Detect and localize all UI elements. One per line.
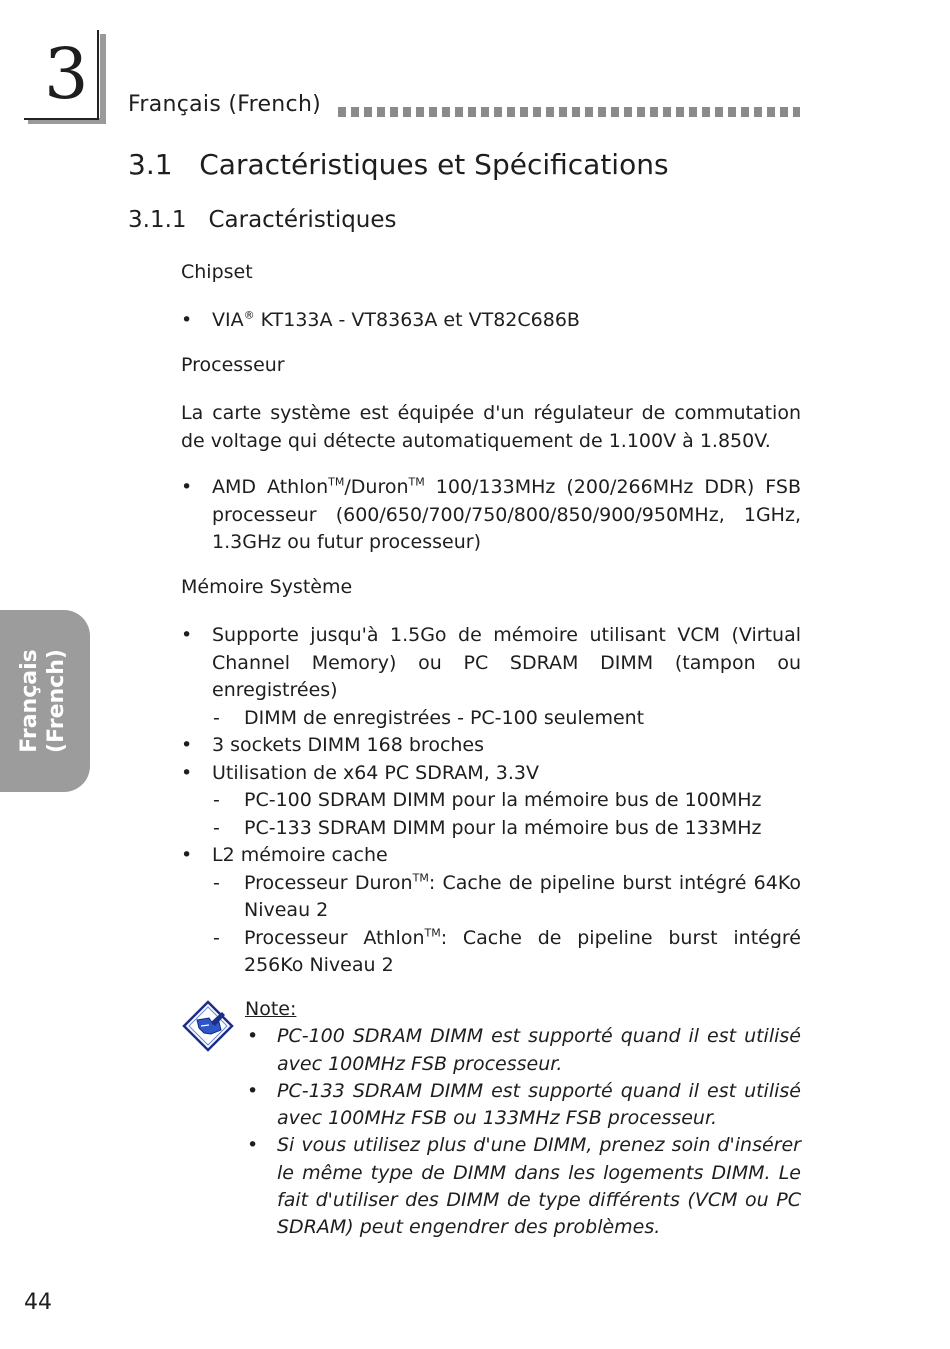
dash: - <box>213 789 220 811</box>
registered-mark: ® <box>243 308 255 322</box>
chipset-label: Chipset <box>181 261 253 283</box>
bullet: • <box>181 309 193 331</box>
processor-paragraph: La carte système est équipée d'un régulateur de commutation de voltage qui détecte automatiquement de 1.100V à 1.850V. <box>181 402 801 452</box>
bullet: • <box>247 1025 259 1048</box>
processor-label: Processeur <box>181 354 285 376</box>
processor-item-p2: /Duron <box>344 476 409 498</box>
memory-item-1-sub: DIMM de enregistrées - PC-100 seulement <box>244 706 645 729</box>
badge-shadow-right <box>100 34 106 124</box>
header-dotted-rule <box>338 107 800 117</box>
note-block <box>245 996 801 1242</box>
memory-item-3-sub-2: PC-133 SDRAM DIMM pour la mémoire bus de 133MHz <box>244 816 762 839</box>
memory-item-4: L2 mémoire cache <box>212 844 388 866</box>
trademark: TM <box>412 871 429 885</box>
note-item <box>245 1023 801 1078</box>
list-item <box>181 760 801 788</box>
memory-item-3: Utilisation de x64 PC SDRAM, 3.3V <box>212 761 539 784</box>
processor-item-p1: AMD Athlon <box>212 476 329 498</box>
badge-rule-vertical <box>97 30 99 120</box>
note-item-text: PC-133 SDRAM DIMM est supporté quand il est utilisé avec 100MHz FSB ou 133MHz FSB processeur. <box>277 1079 801 1130</box>
language-side-tab <box>0 610 90 792</box>
chapter-number: 3 <box>44 33 89 115</box>
note-item <box>245 1078 801 1133</box>
note-title: Note: <box>245 998 297 1020</box>
bullet: • <box>181 624 193 646</box>
memory-item-4-sub-1b: : Cache de pipeline burst intégré 64Ko Niveau 2 <box>244 871 801 921</box>
subsection-title: 3.1.1 Caractéristiques <box>128 207 397 233</box>
header-language: Français (French) <box>128 92 322 117</box>
page-number: 44 <box>24 1290 52 1315</box>
chipset-item-post: KT133A - VT8363A et VT82C686B <box>254 309 580 331</box>
bullet: • <box>247 1134 259 1157</box>
dash: - <box>213 816 220 839</box>
badge-rule-horizontal <box>24 118 99 120</box>
dash: - <box>213 926 220 949</box>
side-tab-label <box>0 610 90 792</box>
dash: - <box>213 871 220 894</box>
memory-item-4-sub-2a: Processeur Athlon <box>244 926 425 949</box>
bullet: • <box>181 844 193 866</box>
note-item <box>245 1132 801 1241</box>
sub-list-item <box>181 787 801 815</box>
sub-list-item <box>181 870 801 925</box>
side-tab-line-1: Français <box>17 649 42 753</box>
note-item-text: PC-100 SDRAM DIMM est supporté quand il est utilisé avec 100MHz FSB processeur. <box>277 1025 801 1075</box>
side-tab-line-2: (French) <box>44 649 69 753</box>
bullet: • <box>247 1079 259 1102</box>
trademark: TM <box>424 926 441 940</box>
trademark: TM <box>328 475 345 489</box>
trademark: TM <box>408 475 425 489</box>
processor-list <box>181 474 801 557</box>
memory-label: Mémoire Système <box>181 576 353 598</box>
list-item <box>181 732 801 760</box>
dash: - <box>213 706 220 729</box>
memory-item-4-sub-1a: Processeur Duron <box>244 871 413 894</box>
list-item <box>181 842 801 870</box>
bullet: • <box>181 476 193 498</box>
chipset-list <box>181 307 801 335</box>
processor-item-p3: 100/133MHz (200/266MHz DDR) FSB processeur (600/650/700/750/800/850/900/950MHz, 1GHz, 1.3GHz ou futur processeur) <box>212 476 801 553</box>
memory-item-4-sub-2b: : Cache de pipeline burst intégré 256Ko Niveau 2 <box>244 926 801 976</box>
sub-list-item <box>181 705 801 733</box>
note-pencil-icon <box>182 1000 234 1052</box>
sub-list-item <box>181 925 801 980</box>
list-item <box>181 474 801 557</box>
chipset-item-pre: VIA <box>212 309 244 331</box>
memory-item-2: 3 sockets DIMM 168 broches <box>212 734 485 756</box>
note-item-text: Si vous utilisez plus d'une DIMM, prenez soin d'insérer le même type de DIMM dans les logements DIMM. Le fait d'utiliser des DIMM de type différents (VCM ou PC SDRAM) peut engendrer des problèmes. <box>277 1134 801 1239</box>
section-title: 3.1 Caractéristiques et Spécifications <box>128 148 669 181</box>
sub-list-item <box>181 815 801 843</box>
memory-item-3-sub-1: PC-100 SDRAM DIMM pour la mémoire bus de 100MHz <box>244 789 762 811</box>
memory-item-1: Supporte jusqu'à 1.5Go de mémoire utilisant VCM (Virtual Channel Memory) ou PC SDRAM DIMM (tampon ou enregistrées) <box>212 624 801 701</box>
memory-list <box>181 622 801 980</box>
bullet: • <box>181 761 193 784</box>
bullet: • <box>181 734 193 756</box>
list-item <box>181 622 801 705</box>
list-item <box>181 307 801 335</box>
